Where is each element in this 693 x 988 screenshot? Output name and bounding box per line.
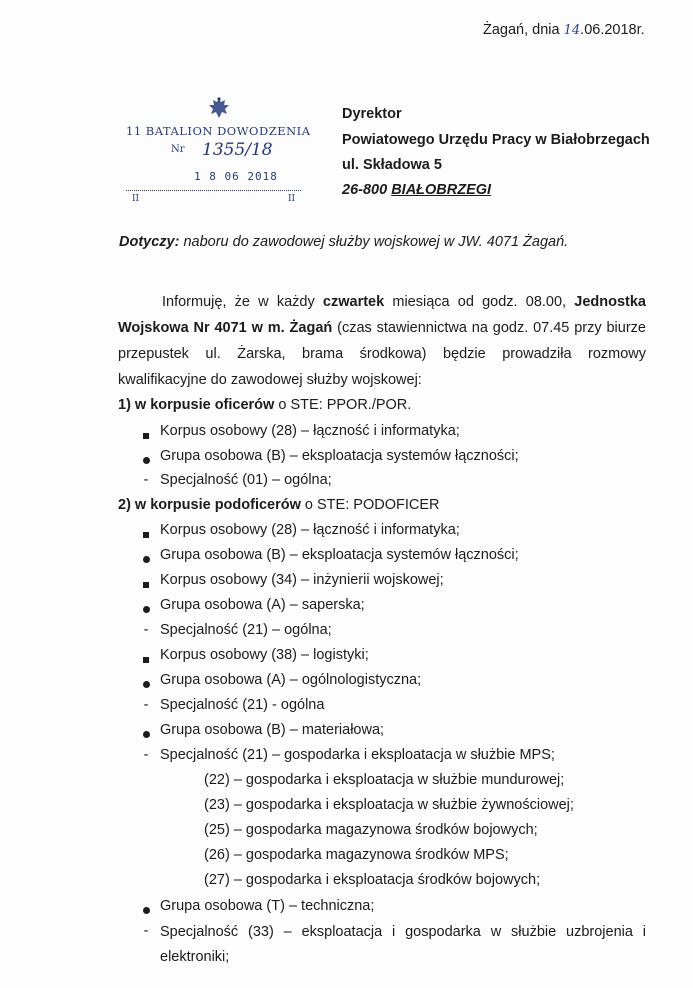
letter-date: Żagań, dnia 14.06.2018r. bbox=[483, 22, 645, 38]
stamp-date: 1 8 06 2018 bbox=[194, 170, 278, 183]
recipient-city: 26-800 BIAŁOBRZEGI bbox=[342, 182, 492, 198]
recipient-office: Powiatowego Urzędu Pracy w Białobrzegach bbox=[342, 132, 650, 148]
dash-bullet-icon: - bbox=[143, 472, 149, 488]
stamp-nr-label: Nr bbox=[171, 144, 185, 155]
round-bullet-icon bbox=[143, 556, 150, 563]
stamp-divider bbox=[126, 190, 301, 191]
square-bullet-icon bbox=[143, 532, 149, 538]
registry-stamp bbox=[126, 96, 316, 216]
stamp-mark-right: II bbox=[288, 194, 296, 204]
handwritten-day: 14 bbox=[563, 23, 581, 38]
dash-bullet-icon: - bbox=[143, 923, 149, 939]
subject-line bbox=[119, 234, 568, 250]
stamp-number: 1355/18 bbox=[202, 140, 273, 160]
recipient-title: Dyrektor bbox=[342, 106, 402, 122]
section-nco-heading: 2) w korpusie podoficerów o STE: PODOFICER bbox=[118, 497, 440, 513]
stamp-unit: 11 BATALION DOWODZENIA bbox=[126, 124, 311, 138]
section-officers-heading: 1) w korpusie oficerów o STE: PPOR./POR. bbox=[118, 397, 412, 413]
list-item-text-wrapped: Specjalność (33) – eksploatacja i gospodarka w służbie uzbrojenia i elektroniki; bbox=[160, 924, 646, 965]
dash-bullet-icon: - bbox=[143, 697, 149, 713]
round-bullet-icon bbox=[143, 457, 150, 464]
subject-label: Dotyczy: bbox=[119, 234, 180, 250]
round-bullet-icon bbox=[143, 731, 150, 738]
subject-text: naboru do zawodowej służby wojskowej w JW. 4071 Żagań. bbox=[183, 234, 569, 250]
round-bullet-icon bbox=[143, 606, 150, 613]
recipient-street: ul. Składowa 5 bbox=[342, 157, 442, 173]
round-bullet-icon bbox=[143, 681, 150, 688]
intro-paragraph: Informuję, że w każdy czwartek miesiąca od godz. 08.00, Jednostka Wojskowa Nr 4071 w m. Żagań (czas stawiennictwa na godz. 07.45 przy biurze przepustek ul. Żarska, brama środkowa) będzie prowadziła rozmowy kwalifikacyjne do zawodowej służby wojskowej: bbox=[118, 294, 646, 388]
list-subitem: (27) – gospodarka i eksploatacja środków bojowych; bbox=[204, 872, 541, 888]
round-bullet-icon bbox=[143, 907, 150, 914]
square-bullet-icon bbox=[143, 582, 149, 588]
list-subitem: (25) – gospodarka magazynowa środków bojowych; bbox=[204, 822, 538, 838]
square-bullet-icon bbox=[143, 433, 149, 439]
document-page: Żagań, dnia 14.06.2018r. 11 BATALION DOWODZENIA Nr 1355/18 1 8 06 2018 II II Dyrektor Powiatowego Urzędu Pracy w Białobrzegach ul. Składowa 5 26-800 BIAŁOBRZEGI Dotyczy: naboru do zawodowej służby wojskowej w JW. 4071 Żagań. Informuję, że w każdy czwartek miesiąca od godz. 08.00, Jednostka Wojskowa Nr 4071 w m. Żagań (czas stawiennictwa na godz. 07.45 przy biurze przepustek ul. Żarska, brama środkowa) będzie prowadziła rozmowy kwalifikacyjne do zawodowej służby wojskowej: 1) w korpusie oficerów o STE: PPOR./POR. Korpus osobowy (28) – łączność i informatyka; Grupa osobowa (B) – eksploatacja systemów łączności; - Specjalność (01) – ogólna; 2) w korpusie podoficerów o STE: PODOFICER Korpus osobowy (28) – łączność i informatyka; Grupa osobowa (B) – eksploatacja systemów łączności; Korpus osobowy (34) – inżynierii wojskowej; Grupa osobowa (A) – saperska; - Specjalność (21) – ogólna; Korpus osobowy (38) – logistyki; Grupa osobowa (A) – ogólnologistyczna; - Specjalność (21) - ogólna Grupa osobowa (B) – materiałowa; - Specjalność (21) – gospodarka i eksploatacja w służbie MPS; (22) – gospodarka i eksploatacja w służbie mundurowej; (23) – gospodarka i eksploatacja w służbie żywnościowej; (25) – gospodarka magazynowa środków bojowych; (26) – gospodarka magazynowa środków MPS; (27) – gospodarka i eksploatacja środków bojowych; Grupa osobowa (T) – techniczna; - Specjalność (33) – eksploatacja i gospodarka w służbie uzbrojenia i elektroniki; bbox=[0, 0, 693, 988]
stamp-mark-left: II bbox=[132, 194, 140, 204]
dash-bullet-icon: - bbox=[143, 747, 149, 763]
list-subitem: (23) – gospodarka i eksploatacja w służbie żywnościowej; bbox=[204, 797, 574, 813]
list-subitem: (22) – gospodarka i eksploatacja w służbie mundurowej; bbox=[204, 772, 565, 788]
eagle-emblem-icon bbox=[206, 96, 232, 122]
dash-bullet-icon: - bbox=[143, 622, 149, 638]
square-bullet-icon bbox=[143, 657, 149, 663]
list-subitem: (26) – gospodarka magazynowa środków MPS; bbox=[204, 847, 509, 863]
